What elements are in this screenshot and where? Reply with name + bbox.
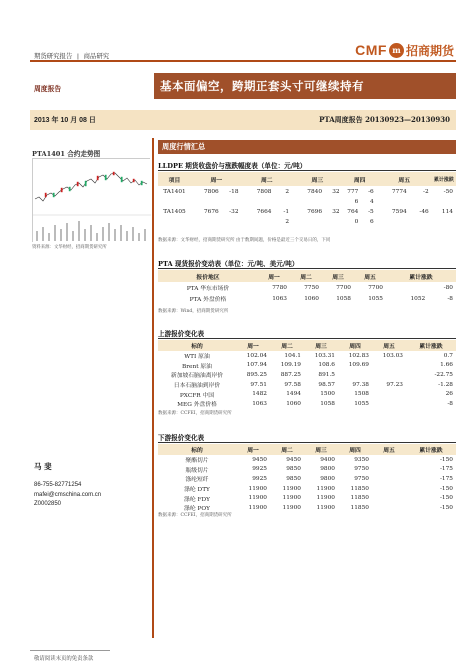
author-email[interactable]: mafei@cmschina.com.cn: [34, 492, 102, 498]
chart-title: PTA1401 合约走势图: [32, 150, 101, 158]
table-row: [158, 351, 456, 361]
table-row: PTA 外盘价格 1063 1060 1058 1055 1052 -8: [189, 295, 453, 303]
cell-value: 9850: [286, 475, 301, 482]
row-label: 涤纶 POY: [184, 506, 210, 513]
header-breadcrumb: [34, 51, 109, 60]
cell-value: 109.19: [280, 362, 301, 369]
cell-value: 11900: [316, 504, 335, 511]
downstream-table: [158, 444, 456, 513]
lldpe-table-title: LLDPE 期货收盘价与涨跌幅度表（单位：元/吨）: [158, 162, 307, 170]
logo-badge-icon: m: [389, 43, 404, 58]
cell-value: 9450: [286, 456, 301, 463]
cell-value: [372, 399, 406, 409]
table-row: [158, 484, 456, 494]
lldpe-table: [158, 172, 456, 226]
price-chart: [32, 158, 150, 242]
row-label: PXCFR 中国: [179, 392, 215, 399]
cell-value: 1063: [252, 400, 267, 407]
cell-value: 9925: [252, 475, 267, 482]
cell-value: 9400: [320, 456, 335, 463]
lldpe-source: 数据来源：文华财经，招商期货研究所 由于数期间题，价格是最近三个交易日的，下同: [158, 238, 331, 243]
author-name: 马 斐: [34, 462, 52, 471]
cell-value: -150: [439, 504, 453, 511]
report-date: 2013 年 10 月 08 日: [34, 117, 96, 124]
cell-value: 103.03: [382, 352, 403, 359]
upstream-table: [158, 340, 456, 409]
upstream-table-title: 上游报价变化表: [158, 330, 205, 338]
cell-value: -175: [439, 475, 453, 482]
column-divider: [152, 138, 154, 638]
cell-value: 97.38: [352, 381, 369, 388]
cell-value: [372, 474, 406, 484]
cell-value: 11900: [282, 485, 301, 492]
report-title: 基本面偏空，跨期正套头寸可继续持有: [154, 73, 456, 99]
row-label: 涤纶 DTY: [184, 487, 210, 494]
cell-value: 26: [445, 391, 453, 398]
row-label: 涤纶 FDY: [184, 496, 210, 503]
cell-value: [338, 370, 372, 380]
cell-value: 102.04: [246, 352, 267, 359]
cell-value: [372, 503, 406, 513]
downstream-table-title: 下游报价变化表: [158, 434, 205, 442]
weekly-label: 周度报告: [34, 85, 62, 93]
cell-value: 11900: [248, 485, 267, 492]
table-row: [158, 465, 456, 475]
author-phone: 86-755-82771254: [34, 482, 82, 488]
cell-value: -150: [439, 495, 453, 502]
row-label: 瓶级切片: [185, 467, 209, 474]
cell-value: 9850: [286, 466, 301, 473]
table-row: [158, 399, 456, 409]
cell-value: 109.69: [348, 362, 369, 369]
cell-value: 97.58: [284, 381, 301, 388]
cell-value: 1500: [320, 391, 335, 398]
report-range: PTA周度报告 20130923—20130930: [319, 115, 450, 124]
table-row: [158, 361, 456, 371]
cell-value: [372, 465, 406, 475]
table-row: [158, 370, 456, 380]
cell-value: 11900: [282, 504, 301, 511]
table-row: [158, 389, 456, 399]
cell-value: 9925: [252, 466, 267, 473]
cell-value: -1.28: [438, 381, 453, 388]
logo-latin: CMF: [355, 42, 387, 58]
cell-value: [372, 389, 406, 399]
candlestick-chart-image: [33, 159, 151, 243]
logo-chinese: 招商期货: [405, 43, 454, 58]
cell-value: 97.51: [250, 381, 267, 388]
cell-value: 11900: [248, 504, 267, 511]
cell-value: -175: [439, 466, 453, 473]
cell-value: 895.25: [246, 371, 267, 378]
cell-value: 11900: [316, 495, 335, 502]
cell-value: 891.5: [318, 371, 335, 378]
cell-value: 1494: [286, 391, 301, 398]
cell-value: 887.25: [280, 371, 301, 378]
chart-source: 资料来源：文华财经，招商期货研究所: [32, 245, 107, 250]
table-row: TA1401 7806 -18 7808 2 7840 32 777 -6 7774 -2 -50: [163, 189, 453, 195]
author-code: Z0002850: [34, 501, 62, 507]
cell-value: -22.75: [434, 371, 453, 378]
cell-value: 97.23: [386, 381, 403, 388]
cell-value: 107.94: [246, 362, 267, 369]
row-label: 涤纶短纤: [185, 477, 209, 484]
header-subcategory: 商品研究: [83, 53, 110, 60]
table-row: [158, 474, 456, 484]
row-label: 聚酯切片: [185, 458, 209, 465]
cell-value: 1058: [320, 400, 335, 407]
cell-value: -8: [447, 400, 453, 407]
table-header-row: 项目 周一 周二 周三 周四 周五 累计涨跌: [158, 172, 456, 186]
cell-value: 1055: [354, 400, 369, 407]
cell-value: 9450: [252, 456, 267, 463]
section-title: 周度行情汇总: [158, 140, 456, 154]
table-row: TA1405 7676 -32 7664 -1 7696 32 764 -5 7594 -46 114: [163, 209, 453, 215]
cell-value: 1508: [354, 391, 369, 398]
cell-value: 11900: [316, 485, 335, 492]
cell-value: 11900: [248, 495, 267, 502]
cell-value: [372, 370, 406, 380]
row-label: 日本石脑油到岸价: [173, 383, 221, 390]
cell-value: [372, 484, 406, 494]
cell-value: 104.1: [284, 352, 301, 359]
cell-value: 9800: [320, 475, 335, 482]
table-row: [158, 455, 456, 465]
table-header-row: 标的 周一 周二 周三 周四 周五 累计涨跌: [158, 444, 456, 455]
table-header-row: 报价地区 周一 周二 周三 周五 累计涨跌: [158, 270, 456, 282]
spot-table-title: PTA 现货报价变动表（单位：元/吨、美元/吨）: [158, 260, 299, 268]
table-row: 6 4: [354, 199, 374, 205]
cell-value: 0.7: [443, 352, 453, 359]
cell-value: 1482: [252, 391, 267, 398]
table-header-row: 标的 周一 周二 周三 周四 周五 累计涨跌: [158, 340, 456, 351]
cell-value: 9750: [354, 466, 369, 473]
cell-value: 1.66: [440, 362, 453, 369]
cell-value: 9750: [354, 475, 369, 482]
table-row: [158, 493, 456, 503]
cell-value: 103.31: [314, 352, 335, 359]
date-bar: [30, 110, 456, 130]
cell-value: [372, 493, 406, 503]
cell-value: 11850: [350, 495, 369, 502]
row-label: Brent 原油: [182, 363, 212, 370]
cell-value: 108.6: [318, 362, 335, 369]
footer-divider: [30, 650, 110, 651]
cell-value: 11850: [350, 485, 369, 492]
brand-logo: [355, 42, 454, 58]
header-separator: |: [77, 53, 79, 60]
cell-value: 102.83: [348, 352, 369, 359]
table-row: PTA 华东市场价 7780 7750 7700 7700 -80: [186, 284, 453, 292]
row-label: MEG 外盘价格: [177, 402, 217, 409]
upstream-source: 数据来源：CCFEI，招商期货研究所: [158, 411, 232, 416]
header-divider: [30, 60, 456, 62]
table-row: [158, 380, 456, 390]
table-row: 2 0 6: [285, 219, 374, 225]
cell-value: [372, 361, 406, 371]
footer-disclaimer: 敬请阅读末页的免责条款: [34, 656, 94, 662]
row-label: 新加坡石脑油离岸价: [170, 373, 224, 380]
cell-value: 9800: [320, 466, 335, 473]
spot-source: 数据来源：Wind，招商期货研究所: [158, 309, 229, 314]
cell-value: 98.57: [318, 381, 335, 388]
header-category: 期货研究报告: [34, 53, 73, 60]
cell-value: 9350: [354, 456, 369, 463]
cell-value: 1060: [286, 400, 301, 407]
cell-value: 11850: [350, 504, 369, 511]
cell-value: [372, 455, 406, 465]
spot-table: [158, 270, 456, 304]
cell-value: -150: [439, 456, 453, 463]
downstream-source: 数据来源：CCFEI，招商期货研究所: [158, 513, 232, 518]
row-label: WTI 原油: [184, 354, 210, 361]
cell-value: 11900: [282, 495, 301, 502]
cell-value: -150: [439, 485, 453, 492]
